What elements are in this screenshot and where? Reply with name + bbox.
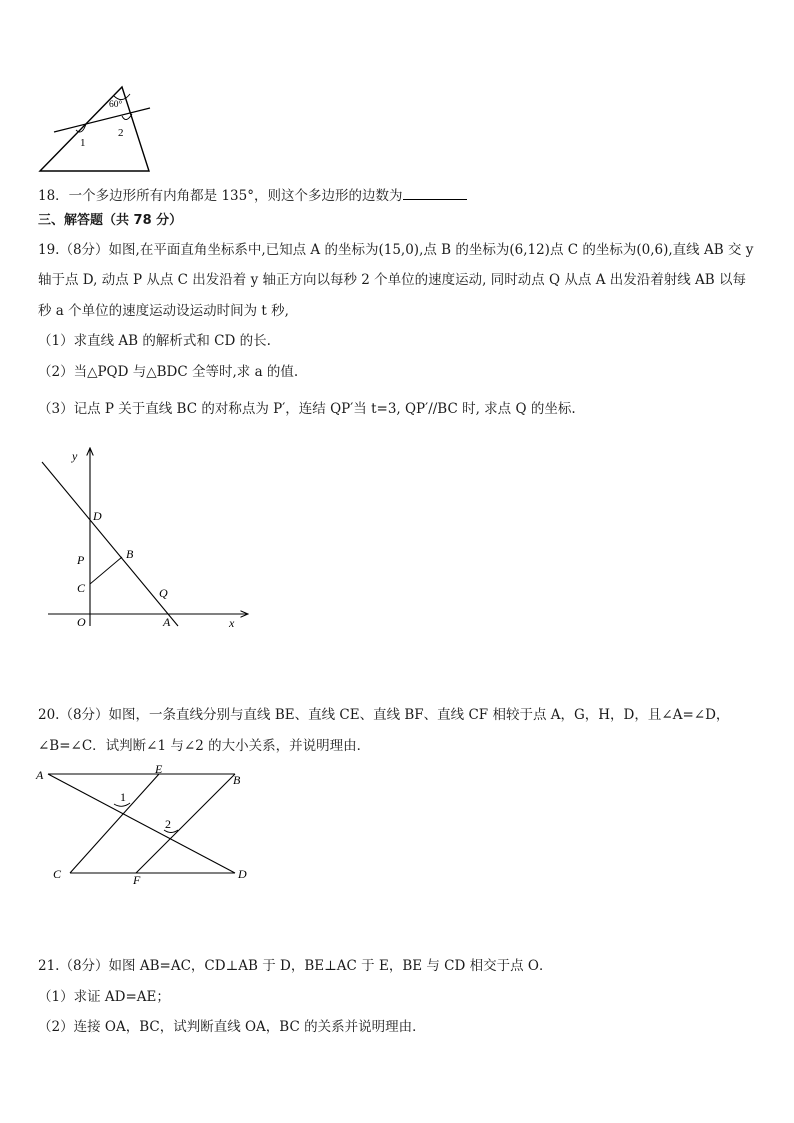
label-x: x — [229, 616, 235, 630]
triangle-shape — [40, 87, 149, 171]
question-19-line-2: 轴于点 D, 动点 P 从点 C 出发沿着 y 轴正方向以每秒 2 个单位的速度运动, 同时动点 Q 从点 A 出发沿着射线 AB 以每 — [38, 272, 746, 288]
question-20-line-2: ∠B=∠C．试判断∠1 与∠2 的大小关系，并说明理由． — [38, 738, 371, 754]
question-20-line-1: 20.（8分）如图，一条直线分别与直线 BE、直线 CE、直线 BF、直线 CF 相较于点 A，G，H，D，且∠A=∠D， — [38, 707, 730, 723]
segment-ad — [48, 774, 235, 873]
angle-60-arc — [114, 94, 130, 100]
label-d: D — [93, 509, 102, 523]
angle-2-label: 2 — [118, 127, 124, 139]
label-y: y — [72, 449, 78, 463]
label-a: A — [36, 768, 44, 782]
question-21-part-1: （1）求证 AD=AE； — [38, 989, 170, 1005]
question-19-part-1: （1）求直线 AB 的解析式和 CD 的长. — [38, 333, 271, 349]
question-19-line-3: 秒 a 个单位的速度运动设运动时间为 t 秒, — [38, 303, 289, 319]
angle-1-label: 1 — [80, 137, 86, 149]
question-19-part-3: （3）记点 P 关于直线 BC 的对称点为 P′，连结 QP′当 t=3, QP′//BC 时, 求点 Q 的坐标. — [38, 401, 576, 417]
segment-ce — [70, 774, 159, 873]
coordinate-figure — [30, 440, 260, 640]
label-p: P — [77, 553, 85, 567]
segment-fb — [136, 774, 235, 873]
label-e: E — [155, 762, 163, 776]
answer-blank[interactable] — [403, 187, 467, 200]
angle-60-label: 60° — [109, 100, 123, 110]
section-heading: 三、解答题（共 78 分） — [38, 213, 183, 228]
label-c: C — [53, 867, 62, 881]
segment-cb — [90, 557, 122, 584]
parallel-lines-figure — [30, 760, 260, 890]
angle-1-label: 1 — [120, 790, 126, 804]
label-d: D — [238, 867, 247, 881]
label-o: O — [77, 615, 86, 629]
label-c: C — [77, 581, 86, 595]
question-18 — [38, 187, 467, 205]
question-18-text: 18．一个多边形所有内角都是 135°，则这个多边形的边数为 — [38, 188, 403, 204]
line-ab — [42, 462, 178, 626]
label-f: F — [133, 873, 141, 887]
angle-2-label: 2 — [165, 817, 171, 831]
label-a: A — [163, 615, 171, 629]
label-b: B — [126, 547, 134, 561]
question-21-line-1: 21.（8分）如图 AB=AC，CD⊥AB 于 D，BE⊥AC 于 E，BE 与 CD 相交于点 O． — [38, 958, 553, 974]
question-19-line-1: 19.（8分）如图,在平面直角坐标系中,已知点 A 的坐标为(15,0),点 B 的坐标为(6,12)点 C 的坐标为(0,6),直线 AB 交 y — [38, 242, 754, 258]
triangle-figure — [30, 80, 170, 180]
label-b: B — [233, 773, 241, 787]
label-q: Q — [159, 586, 168, 600]
question-19-part-2: （2）当△PQD 与△BDC 全等时,求 a 的值. — [38, 364, 299, 380]
question-21-part-2: （2）连接 OA，BC，试判断直线 OA，BC 的关系并说明理由． — [38, 1019, 426, 1035]
